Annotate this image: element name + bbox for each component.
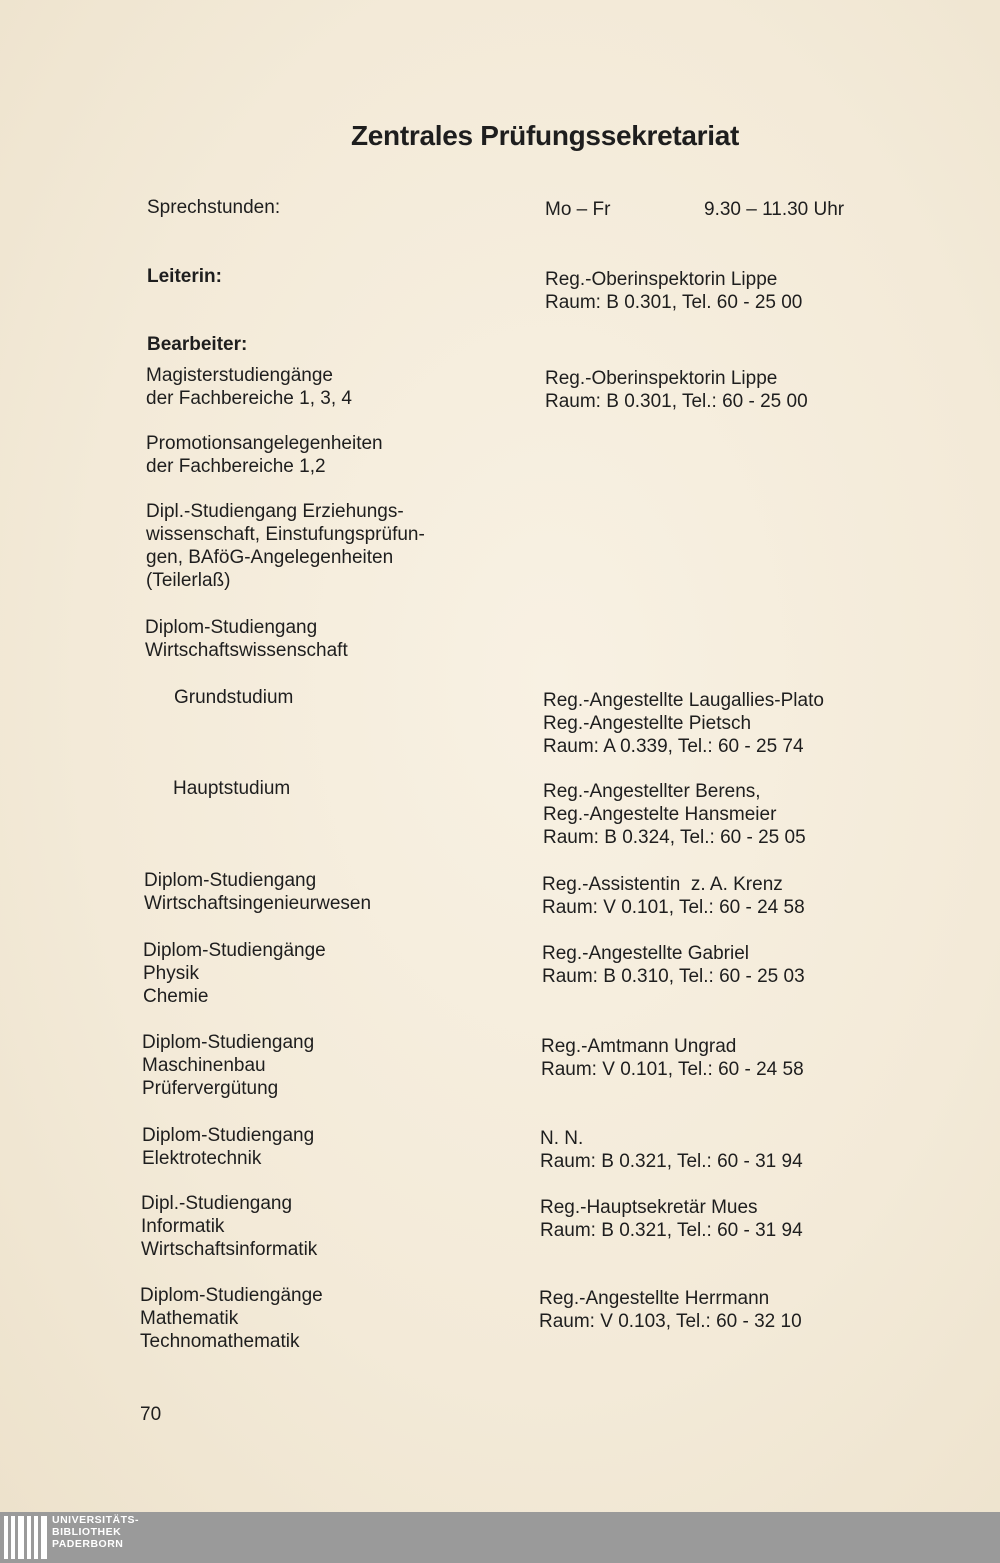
entry-contact: Reg.-Hauptsekretär Mues Raum: B 0.321, Tel.: 60 - 31 94 [540,1197,803,1241]
entry-program: Magisterstudiengänge der Fachbereiche 1, 3, 4 [146,365,352,409]
entry-subprogram: Grundstudium [174,687,294,708]
entry-contact: Reg.-Assistentin z. A. Krenz Raum: V 0.101, Tel.: 60 - 24 58 [542,874,805,918]
entry-program: Dipl.-Studiengang Informatik Wirtschaftsinformatik [141,1193,318,1260]
entry-contact: Reg.-Angestellter Berens, Reg.-Angestelte Hansmeier Raum: B 0.324, Tel.: 60 - 25 05 [543,781,806,848]
head-name: Reg.-Oberinspektorin Lippe [545,269,778,290]
entry-program: Diplom-Studiengang Wirtschaftswissenschaft [145,617,348,661]
office-hours-days: Mo – Fr [545,199,611,220]
library-footer-bar [0,1512,1000,1563]
entry-program: Promotionsangelegenheiten der Fachbereiche 1,2 [146,433,383,477]
entry-subprogram: Hauptstudium [173,778,291,799]
head-label: Leiterin: [147,266,222,287]
page-title: Zentrales Prüfungssekretariat [350,120,740,151]
entry-program: Diplom-Studiengang Wirtschaftsingenieurwesen [144,870,372,914]
entry-contact: Reg.-Angestellte Laugallies-Plato Reg.-Angestellte Pietsch Raum: A 0.339, Tel.: 60 - 25 74 [543,690,824,757]
entry-program: Diplom-Studiengänge Mathematik Technomathematik [140,1285,323,1352]
entry-program: Diplom-Studiengänge Physik Chemie [143,940,326,1007]
entry-program: Diplom-Studiengang Elektrotechnik [142,1125,315,1169]
office-hours-label: Sprechstunden: [147,197,281,218]
office-hours-time: 9.30 – 11.30 Uhr [704,199,845,220]
library-logo-text: UNIVERSITÄTS- BIBLIOTHEK PADERBORN [52,1514,140,1550]
entry-program: Diplom-Studiengang Maschinenbau Prüfervergütung [142,1032,315,1099]
entry-program: Dipl.-Studiengang Erziehungs- wissenschaft, Einstufungsprüfun- gen, BAföG-Angelegenheiten (Teilerlaß) [146,501,425,591]
entry-contact: Reg.-Amtmann Ungrad Raum: V 0.101, Tel.: 60 - 24 58 [541,1036,804,1080]
entry-contact: N. N. Raum: B 0.321, Tel.: 60 - 31 94 [540,1128,803,1172]
entry-contact: Reg.-Oberinspektorin Lippe Raum: B 0.301, Tel.: 60 - 25 00 [545,368,808,412]
library-logo-icon [4,1516,47,1559]
entry-contact: Reg.-Angestellte Gabriel Raum: B 0.310, Tel.: 60 - 25 03 [542,943,805,987]
staff-label: Bearbeiter: [147,334,248,355]
entry-contact: Reg.-Angestellte Herrmann Raum: V 0.103, Tel.: 60 - 32 10 [539,1288,802,1332]
page-number: 70 [140,1404,162,1425]
head-room: Raum: B 0.301, Tel. 60 - 25 00 [545,292,803,313]
